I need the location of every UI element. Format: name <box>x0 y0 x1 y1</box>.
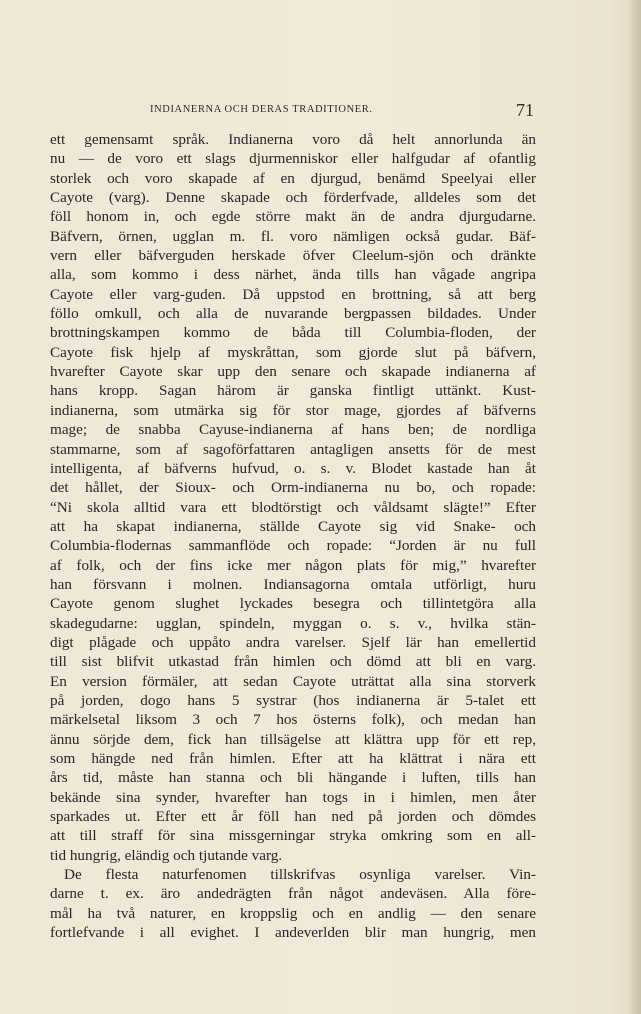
body-text <box>50 130 536 942</box>
text-line: nu — de voro ett slags djurmenniskor eller halfgudar af ofantlig <box>50 150 536 168</box>
page-number: 71 <box>516 100 534 120</box>
text-line: skadegudarne: ugglan, spindeln, myggan o. s. v., hvilka stän- <box>50 614 536 632</box>
text-line: fortlefvande i all evighet. I andeverlden blir man hungrig, men <box>50 924 536 942</box>
text-line: Cayote genom slughet lyckades besegra och tillintetgöra alla <box>50 595 536 613</box>
text-line: darne t. ex. äro andedrägten från något andeväsen. Alla före- <box>50 885 536 903</box>
text-line: Cayote (varg). Denne skapade och förderfvade, alldeles som det <box>50 189 536 207</box>
text-line: vern eller bäfverguden herskade öfver Cleelum-sjön och dränkte <box>50 247 536 265</box>
text-line: han försvann i molnen. Indiansagorna omtala utförligt, huru <box>50 575 536 593</box>
text-line: sparkades ut. Efter ett år föll han ned på jorden och dömdes <box>50 808 536 826</box>
text-line: års tid, måste han stanna och bli hängande i luften, tills han <box>50 769 536 787</box>
text-line: mål ha två naturer, en kroppslig och en andlig — den senare <box>50 904 536 922</box>
text-line: föll honom in, och egde större makt än de andra djurgudarne. <box>50 208 536 226</box>
text-line: Bäfvern, örnen, ugglan m. fl. voro nämligen också gudar. Bäf- <box>50 227 536 245</box>
text-line: brottningskampen kommo de båda till Columbia-floden, der <box>50 324 536 342</box>
running-title: INDIANERNA OCH DERAS TRADITIONER. <box>150 104 373 115</box>
text-line: det hållet, der Sioux- och Orm-indianerna nu bo, och ropade: <box>50 479 536 497</box>
text-line: märkelsetal liksom 3 och 7 hos österns folk), och medan han <box>50 711 536 729</box>
text-line: hvarefter Cayote skar upp den senare och skapade indianerna af <box>50 363 536 381</box>
text-line: mage; de snabba Cayuse-indianerna af hans ben; de nordliga <box>50 421 536 439</box>
text-line: hans kropp. Sagan härom är ganska fintligt uttänkt. Kust- <box>50 382 536 400</box>
text-line: Cayote fisk hjelp af myskråttan, som gjorde slut på bäfvern, <box>50 343 536 361</box>
text-line: stammarne, som af sagoförfattaren antagligen ansetts för de mest <box>50 440 536 458</box>
text-line: bekände sina synder, hvarefter han togs in i himlen, men åter <box>50 788 536 806</box>
text-line: indianerna, som utmärka sig för stor mage, gjordes af bäfverns <box>50 401 536 419</box>
text-line: som hängde ned från himlen. Efter att ha klättrat i nära ett <box>50 750 536 767</box>
text-line: ett gemensamt språk. Indianerna voro då helt annorlunda än <box>50 131 536 148</box>
text-line: att ha skapat indianerna, ställde Cayote sig vid Snake- och <box>50 517 536 535</box>
text-line: att till straff för sina missgerningar stryka omkring som en all- <box>50 827 536 845</box>
text-line: på jorden, dogo hans 5 systrar (hos indianerna är 5-talet ett <box>50 691 536 709</box>
text-line: Columbia-flodernas sammanflöde och ropade: “Jorden är nu full <box>50 537 536 555</box>
text-line: ännu sörjde dem, fick han tillsägelse att klättra upp för ett rep, <box>50 730 536 748</box>
page-edge <box>627 0 641 1014</box>
page-header <box>52 100 534 124</box>
text-line: storlek och voro skapade af en djurgud, benämd Speelyai eller <box>50 169 536 187</box>
text-line: Cayote eller varg-guden. Då uppstod en brottning, så att berg <box>50 285 536 303</box>
text-line: till sist blifvit utkastad från himlen och dömd att bli en varg. <box>50 653 536 671</box>
text-line: digt plågade och uppåto andra varelser. Sjelf lär han emellertid <box>50 633 536 651</box>
text-line: “Ni skola alltid vara ett blodtörstigt och våldsamt slägte!” Efter <box>50 498 536 516</box>
text-line: föllo omkull, och alla de nuvarande bergpassen bildades. Under <box>50 305 536 323</box>
text-line: alla, som kommo i dess närhet, ända tills han vågade angripa <box>50 266 536 284</box>
text-line: En version förmäler, att sedan Cayote uträttat alla sina storverk <box>50 672 536 690</box>
text-line: De flesta naturfenomen tillskrifvas osynliga varelser. Vin- <box>64 866 536 884</box>
text-line: intelligenta, af bäfverns hufvud, o. s. v. Blodet kastade han åt <box>50 459 536 477</box>
text-line: tid hungrig, eländig och tjutande varg. <box>50 846 283 864</box>
text-line: af folk, och der fins icke mer någon plats för mig,” hvarefter <box>50 556 536 574</box>
